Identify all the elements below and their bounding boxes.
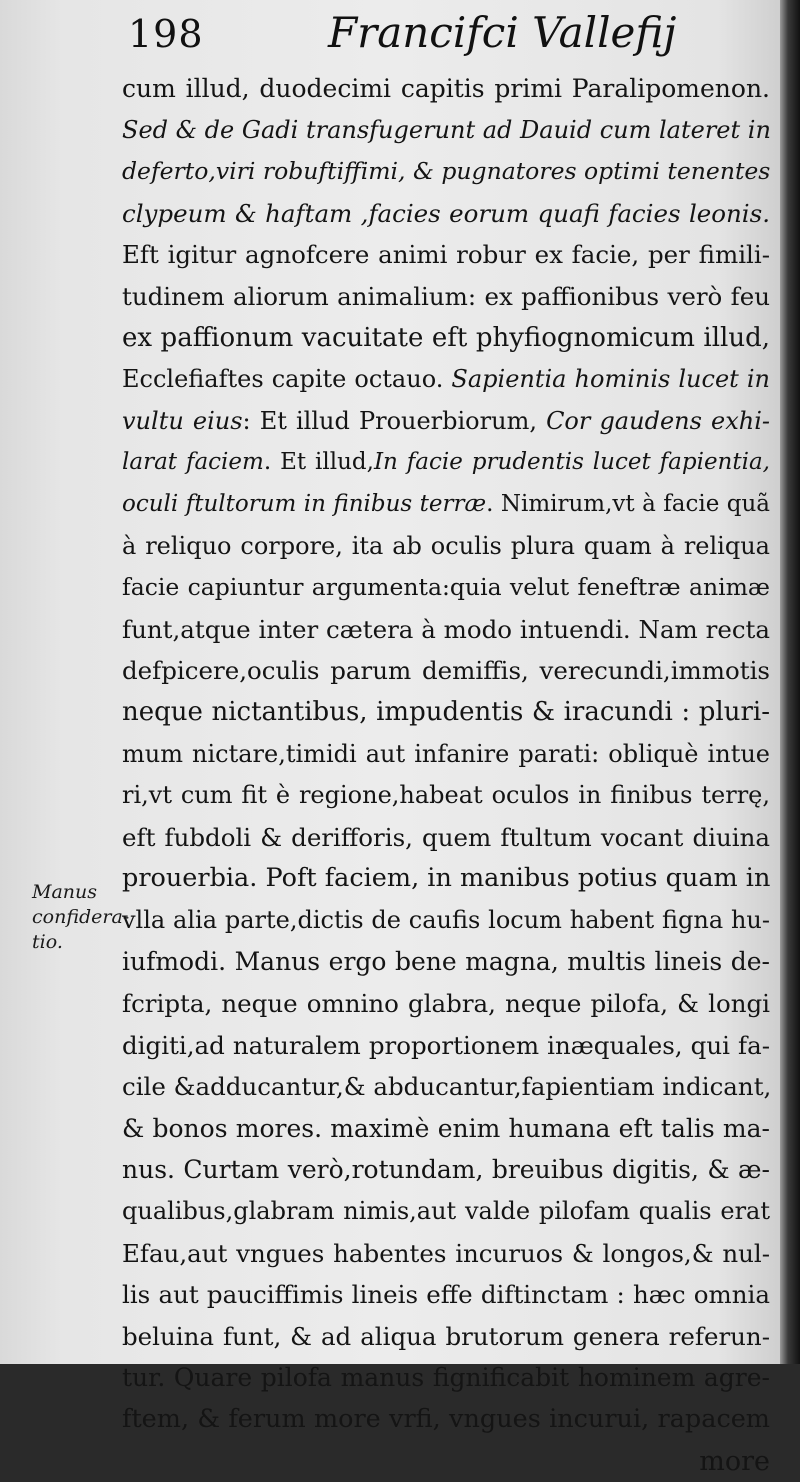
marginal-note bbox=[32, 880, 130, 955]
roman-text: : Et illud Prouerbiorum, bbox=[242, 406, 547, 435]
text-line bbox=[122, 1316, 770, 1358]
text-line bbox=[122, 734, 770, 776]
roman-text: à reliquo corpore, ita ab oculis plura quam à reliqua bbox=[122, 531, 770, 560]
roman-text: Efau,aut vngues habentes incuruos & longos,& nul- bbox=[122, 1238, 770, 1268]
roman-text: funt,atque inter cætera à modo intuendi. Nam recta bbox=[122, 614, 770, 644]
text-line bbox=[122, 1191, 770, 1233]
marginal-note-line: confidera- bbox=[32, 906, 130, 928]
text-line bbox=[122, 692, 770, 734]
text-line bbox=[122, 1149, 770, 1191]
text-line bbox=[122, 941, 770, 983]
text-line bbox=[122, 650, 770, 692]
text-line bbox=[122, 193, 770, 235]
text-line bbox=[122, 1108, 770, 1150]
page-number: 198 bbox=[128, 12, 204, 56]
italic-text: Sed & de Gadi transfugerunt ad Dauid cum lateret in bbox=[122, 115, 771, 144]
italic-text: vultu eius bbox=[122, 406, 243, 435]
text-line bbox=[122, 775, 770, 817]
roman-text: ex paffionum vacuitate eft phyfiognomicum illud, bbox=[122, 322, 770, 353]
roman-text: lis aut pauciffimis lineis effe diftinctam : hæc omnia bbox=[122, 1280, 770, 1310]
text-line bbox=[122, 359, 770, 401]
roman-text: cile &adducantur,& abducantur,fapientiam indicant, bbox=[122, 1072, 772, 1102]
running-head: Francifci Vallefij bbox=[328, 8, 677, 57]
text-line bbox=[122, 484, 770, 526]
roman-text: . Nimirum,vt à facie quã bbox=[486, 490, 771, 517]
roman-text: vlla alia parte,dictis de caufis locum habent figna hu- bbox=[122, 905, 770, 934]
text-line bbox=[122, 858, 770, 900]
text-line bbox=[122, 526, 770, 568]
text-line bbox=[122, 1233, 770, 1275]
roman-text: beluina funt, & ad aliqua brutorum genera referun- bbox=[122, 1321, 770, 1351]
text-line bbox=[122, 609, 770, 651]
italic-text: oculi ftultorum in finibus terræ bbox=[122, 490, 487, 517]
roman-text: eft fubdoli & derifforis, quem ftultum vocant diuina bbox=[122, 822, 770, 852]
text-line bbox=[122, 318, 770, 360]
marginal-note-line: tio. bbox=[32, 931, 63, 953]
italic-text: Cor gaudens exhi- bbox=[546, 406, 770, 435]
text-line bbox=[122, 401, 770, 443]
roman-text: digiti,ad naturalem proportionem inæquales, qui fa- bbox=[122, 1030, 770, 1060]
roman-text: & bonos mores. maximè enim humana eft talis ma- bbox=[122, 1113, 770, 1143]
roman-text: more bbox=[699, 1445, 770, 1477]
roman-text: defpicere,oculis parum demiffis, verecundi,immotis bbox=[122, 656, 770, 686]
roman-text: ri,vt cum fit è regione,habeat oculos in finibus terrę, bbox=[122, 781, 770, 810]
roman-text: ftem, & ferum more vrfi, vngues incurui, rapacem bbox=[122, 1404, 770, 1434]
text-line bbox=[122, 110, 770, 152]
text-line bbox=[122, 1066, 770, 1108]
roman-text: tur. Quare pilofa manus fignificabit hominem agre- bbox=[122, 1363, 770, 1393]
roman-text: neque nictantibus, impudentis & iracundi : pluri- bbox=[122, 696, 770, 727]
text-line bbox=[122, 1357, 770, 1399]
italic-text: larat faciem bbox=[122, 449, 264, 476]
italic-text: deferto,viri robuftiffimi, & pugnatores optimi tenentes bbox=[122, 157, 771, 186]
text-line bbox=[122, 234, 770, 276]
roman-text: fcripta, neque omnino glabra, neque pilofa, & longi bbox=[122, 989, 770, 1019]
text-line bbox=[122, 442, 770, 484]
roman-text: tudinem aliorum animalium: ex paffionibus verò feu bbox=[122, 281, 770, 311]
text-line bbox=[122, 276, 770, 318]
roman-text: Eft igitur agnofcere animi robur ex facie, per fimili- bbox=[122, 240, 770, 270]
text-line bbox=[122, 1274, 770, 1316]
text-line bbox=[122, 1441, 770, 1482]
italic-text: clypeum & haftam ,facies eorum quafi facies leonis. bbox=[122, 198, 770, 228]
italic-text: Sapientia hominis lucet in bbox=[451, 365, 770, 394]
text-line bbox=[122, 567, 770, 609]
italic-text: In facie prudentis lucet fapientia, bbox=[373, 449, 770, 476]
page-edge bbox=[780, 0, 800, 1364]
roman-text: facie capiuntur argumenta:quia velut feneftræ animæ bbox=[122, 573, 770, 602]
roman-text: iufmodi. Manus ergo bene magna, multis lineis de- bbox=[122, 947, 770, 977]
text-line bbox=[122, 817, 770, 859]
text-line bbox=[122, 900, 770, 942]
page-header bbox=[128, 8, 778, 68]
roman-text: qualibus,glabram nimis,aut valde pilofam qualis erat bbox=[122, 1197, 770, 1226]
roman-text: mum nictare,timidi aut infanire parati: obliquè intue bbox=[122, 739, 770, 768]
roman-text: prouerbia. Poft faciem, in manibus potius quam in bbox=[122, 863, 771, 894]
text-line bbox=[122, 1025, 770, 1067]
text-line bbox=[122, 151, 770, 193]
roman-text: cum illud, duodecimi capitis primi Paralipomenon. bbox=[122, 74, 770, 103]
roman-text: . Et illud, bbox=[263, 449, 374, 476]
roman-text: nus. Curtam verò,rotundam, breuibus digitis, & æ- bbox=[122, 1155, 770, 1185]
text-line bbox=[122, 68, 770, 110]
body-text bbox=[122, 68, 770, 1482]
text-line bbox=[122, 983, 770, 1025]
text-line bbox=[122, 1399, 770, 1441]
marginal-note-line: Manus bbox=[32, 881, 98, 903]
roman-text: Ecclefiaftes capite octauo. bbox=[122, 365, 452, 394]
